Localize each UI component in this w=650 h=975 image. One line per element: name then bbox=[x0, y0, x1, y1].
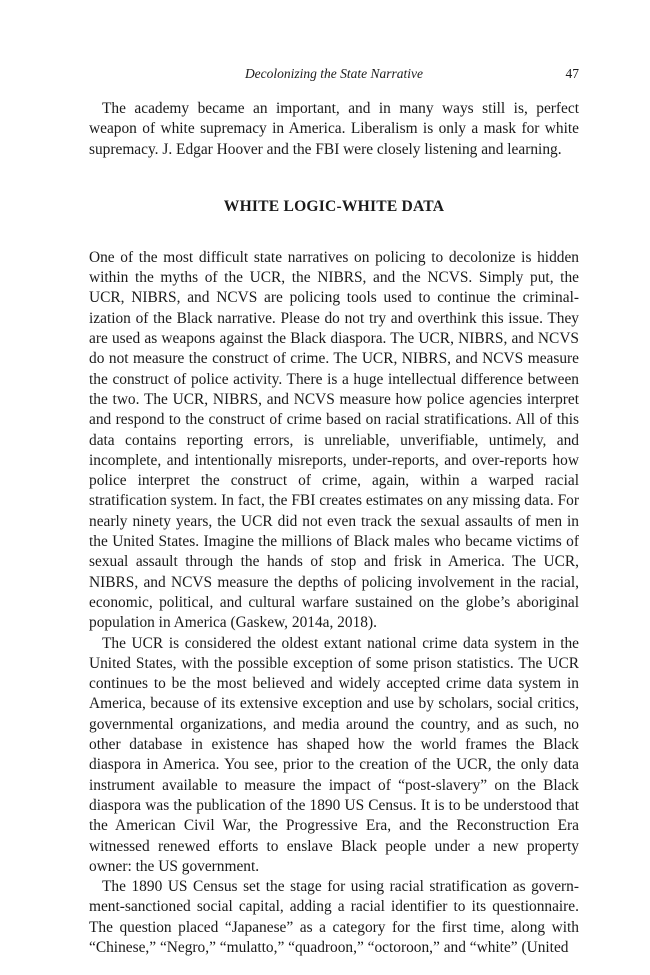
body-paragraph-2: The UCR is considered the oldest extant national crime data system in the United States, with the possible exception of some prison statistics. The UCR continues to be the most believed and widely accepted crime data system in America, because of its extensive exception and use by scholars, social critics, governmental organizations, and media around the country, and as such, no other database in existence has shaped how the world frames the Black diaspora in America. You see, prior to the creation of the UCR, the only data instrument available to measure the impact of “post-slavery” on the Black diaspora was the publication of the 1890 US Census. It is to be understood that the American Civil War, the Progressive Era, and the Reconstruction Era witnessed renewed efforts to enslave Black people under a new property owner: the US government. bbox=[89, 634, 579, 875]
body-paragraph-1: One of the most difficult state narratives on policing to decolonize is hidden within the myths of the UCR, the NIBRS, and the NCVS. Simply put, the UCR, NIBRS, and NCVS are policing tools used to continue the criminalization of the Black narrative. Please do not try and overthink this issue. They are used as weapons against the Black diaspora. The UCR, NIBRS, and NCVS do not measure the construct of crime. The UCR, NIBRS, and NCVS measure the construct of police activity. There is a huge intellectual difference between the two. The UCR, NIBRS, and NCVS measure how police agencies interpret and respond to the construct of crime based on racial stratifications. All of this data contains reporting errors, is unreliable, unverifiable, untimely, and incomplete, and intentionally misreports, under-reports, and over-reports how police interpret the construct of crime, again, within a warped racial stratification system. In fact, the FBI creates estimates on any missing data. For nearly ninety years, the UCR did not even track the sexual assaults of men in the United States. Imagine the millions of Black males who became victims of sexual assault through the hands of stop and frisk in America. The UCR, NIBRS, and NCVS measure the depths of policing involvement in the racial, economic, political, and cultural warfare sustained on the globe’s aboriginal population in America (Gaskew, 2014a, 2018). bbox=[89, 248, 579, 632]
book-page bbox=[89, 66, 579, 958]
page-number: 47 bbox=[565, 66, 579, 81]
running-header bbox=[89, 66, 579, 88]
running-title: Decolonizing the State Narrative bbox=[244, 66, 424, 81]
section-heading: WHITE LOGIC-WHITE DATA bbox=[223, 197, 445, 215]
body-paragraph-3: The 1890 US Census set the stage for using racial stratification as government-sanctioned social capital, adding a racial identifier to its questionnaire. The question placed “Japanese” as a category for the first time, along with “Chinese,” “Negro,” “mulatto,” “quadroon,” “octoroon,” and “white” (United bbox=[89, 878, 579, 956]
intro-paragraph: The academy became an important, and in many ways still is, perfect weapon of white supremacy in America. Liberalism is only a mask for white supremacy. J. Edgar Hoover and the FBI were closely listening and learning. bbox=[89, 100, 579, 158]
